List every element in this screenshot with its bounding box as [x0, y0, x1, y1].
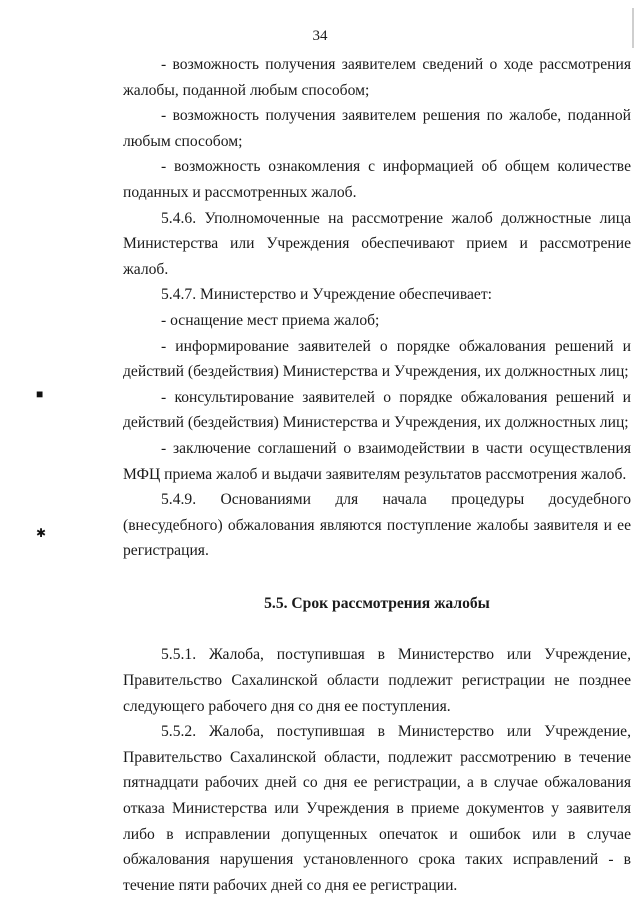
paragraph-bullet-4: - оснащение мест приема жалоб;	[161, 311, 380, 329]
paragraph-bullet-2: - возможность получения заявителем решения по жалобе, поданной любым способом;	[123, 107, 631, 150]
paragraph-bullet-7: - заключение соглашений о взаимодействии в части осуществления МФЦ приема жалоб и выдачи заявителям результатов рассмотрения жалоб.	[123, 439, 631, 483]
paragraph-5-4-6: 5.4.6. Уполномоченные на рассмотрение жалоб должностные лица Министерства или Учреждения обеспечивают прием и рассмотрение жалоб.	[123, 209, 631, 278]
margin-mark-square: ■	[36, 387, 44, 401]
page-number: 34	[312, 28, 328, 44]
paragraph-bullet-5: - информирование заявителей о порядке обжалования решений и действий (бездействия) Министерства и Учреждения, их должностных лиц;	[123, 337, 631, 381]
paragraph-bullet-6: - консультирование заявителей о порядке обжалования решений и действий (бездействия) Министерства и Учреждения, их должностных лиц;	[123, 388, 631, 432]
paragraph-5-4-9: 5.4.9. Основаниями для начала процедуры досудебного (внесудебного) обжалования являются поступление жалобы заявителя и ее регистрация.	[123, 491, 631, 560]
paragraph-5-5-2: 5.5.2. Жалоба, поступившая в Министерство или Учреждение, Правительство Сахалинской области, подлежит рассмотрению в течение пятнадцати рабочих дней со дня ее регистрации, а в случае обжалования отказа Министерства или Учреждения в приеме документов у заявителя либо в исправлении допущенных опечаток и ошибок или в случае обжалования нарушения установленного срока таких исправлений - в течение пяти рабочих дней со дня ее регистрации.	[123, 723, 631, 894]
paragraph-5-4-7: 5.4.7. Министерство и Учреждение обеспечивает:	[161, 286, 492, 304]
paragraph-bullet-3: - возможность ознакомления с информацией об общем количестве поданных и рассмотренных жалоб.	[123, 158, 631, 201]
margin-mark-asterisk: ✱	[36, 526, 47, 540]
paragraph-bullet-1: - возможность получения заявителем сведений о ходе рассмотрения жалобы, поданной любым способом;	[123, 56, 631, 99]
document-body	[123, 52, 631, 898]
section-heading: 5.5. Срок рассмотрения жалобы	[264, 594, 490, 612]
paragraph-5-5-1: 5.5.1. Жалоба, поступившая в Министерство или Учреждение, Правительство Сахалинской области подлежит регистрации не позднее следующего рабочего дня со дня ее поступления.	[123, 646, 631, 715]
